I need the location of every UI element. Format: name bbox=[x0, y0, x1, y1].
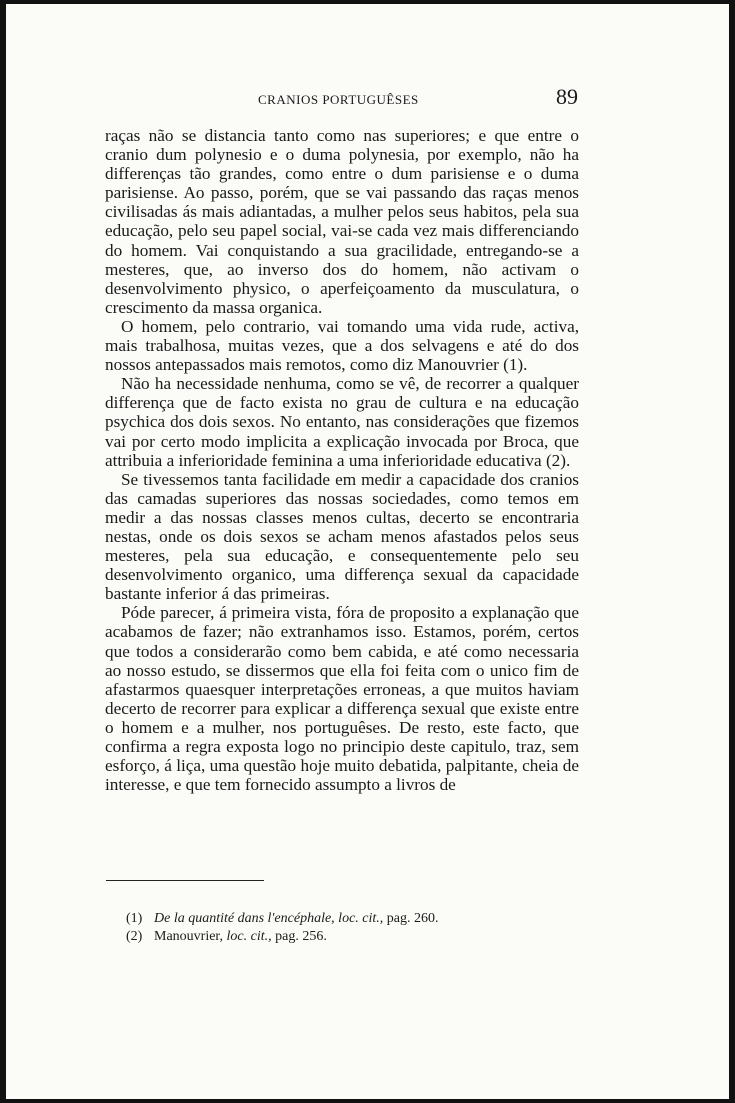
footnote-number: (1) bbox=[126, 911, 143, 926]
footnote-page: pag. 256. bbox=[271, 929, 327, 944]
scan-border-top bbox=[0, 0, 735, 4]
footnote-page: pag. 260. bbox=[383, 911, 439, 926]
footnotes bbox=[126, 910, 550, 946]
scan-border-right bbox=[729, 0, 735, 1103]
page-number: 89 bbox=[556, 84, 578, 109]
running-title: CRANIOS PORTUGUÊSES bbox=[258, 92, 419, 107]
paragraph: Se tivessemos tanta facilidade em medir a capacidade dos cranios das camadas superiores das nossas sociedades, como temos em medir a das nossas classes menos cultas, decerto se encontraria nestas, onde os dois sexos se acham menos afastados pelos seus mesteres, pela sua educação, e consequentemente pelo seu desenvolvimento organico, uma differença sexual da capacidade bastante inferior á das primeiras. bbox=[105, 469, 579, 604]
paragraph: O homem, pelo contrario, vai tomando uma vida rude, activa, mais trabalhosa, muitas vezes, que a dos selvagens e até do dos nossos antepassados mais remotos, como diz Manouvrier (1). bbox=[105, 316, 579, 375]
paragraph: Não ha necessidade nenhuma, como se vê, de recorrer a qualquer differença que de facto exista no grau de cultura e na educação psychica dos dois sexos. No entanto, nas considerações que fizemos vai por certo modo implicita a explicação invocada por Broca, que attribuia a inferioridade feminina a uma inferioridade educativa (2). bbox=[105, 374, 579, 470]
footnote-divider bbox=[106, 880, 264, 881]
scan-border-bottom bbox=[0, 1099, 735, 1103]
footnote bbox=[126, 928, 550, 946]
body-text bbox=[105, 126, 579, 794]
footnote-number: (2) bbox=[126, 929, 143, 944]
footnote bbox=[126, 910, 550, 928]
scan-border-left bbox=[0, 0, 6, 1103]
footnote-citation: De la quantité dans l'encéphale, loc. cit., bbox=[154, 911, 384, 926]
paragraph: raças não se distancia tanto como nas superiores; e que entre o cranio dum polynesio e o duma polynesia, por exemplo, não ha differenças tão grandes, como entre o dum parisiense e o duma parisiense. Ao passo, porém, que se vai passando das raças menos civilisadas ás mais adiantadas, a mulher pelos seus habitos, pela sua educação, pelo seu papel social, vai-se cada vez mais differenciando do homem. Vai conquistando a sua gracilidade, entregando-se a mesteres, que, ao inverso dos do homem, não activam o desenvolvimento physico, o aperfeiçoamento da musculatura, o crescimento da massa organica. bbox=[105, 126, 579, 317]
footnote-author: Manouvrier, bbox=[154, 929, 227, 944]
paragraph: Póde parecer, á primeira vista, fóra de proposito a explanação que acabamos de fazer; não extranhamos isso. Estamos, porém, certos que todos a considerarão como bem cabida, e até como necessaria ao nosso estudo, se dissermos que ella foi feita com o unico fim de afastarmos quaesquer interpretações erroneas, a que muitos haviam decerto de recorrer para explicar a differença sexual que existe entre o homem e a mulher, nos portuguêses. De resto, este facto, que confirma a regra exposta logo no principio deste capitulo, traz, sem esforço, á liça, uma questão hoje muito debatida, palpitante, cheia de interesse, e que tem fornecido assumpto a livros de bbox=[105, 603, 579, 795]
footnote-citation: loc. cit., bbox=[226, 929, 272, 944]
